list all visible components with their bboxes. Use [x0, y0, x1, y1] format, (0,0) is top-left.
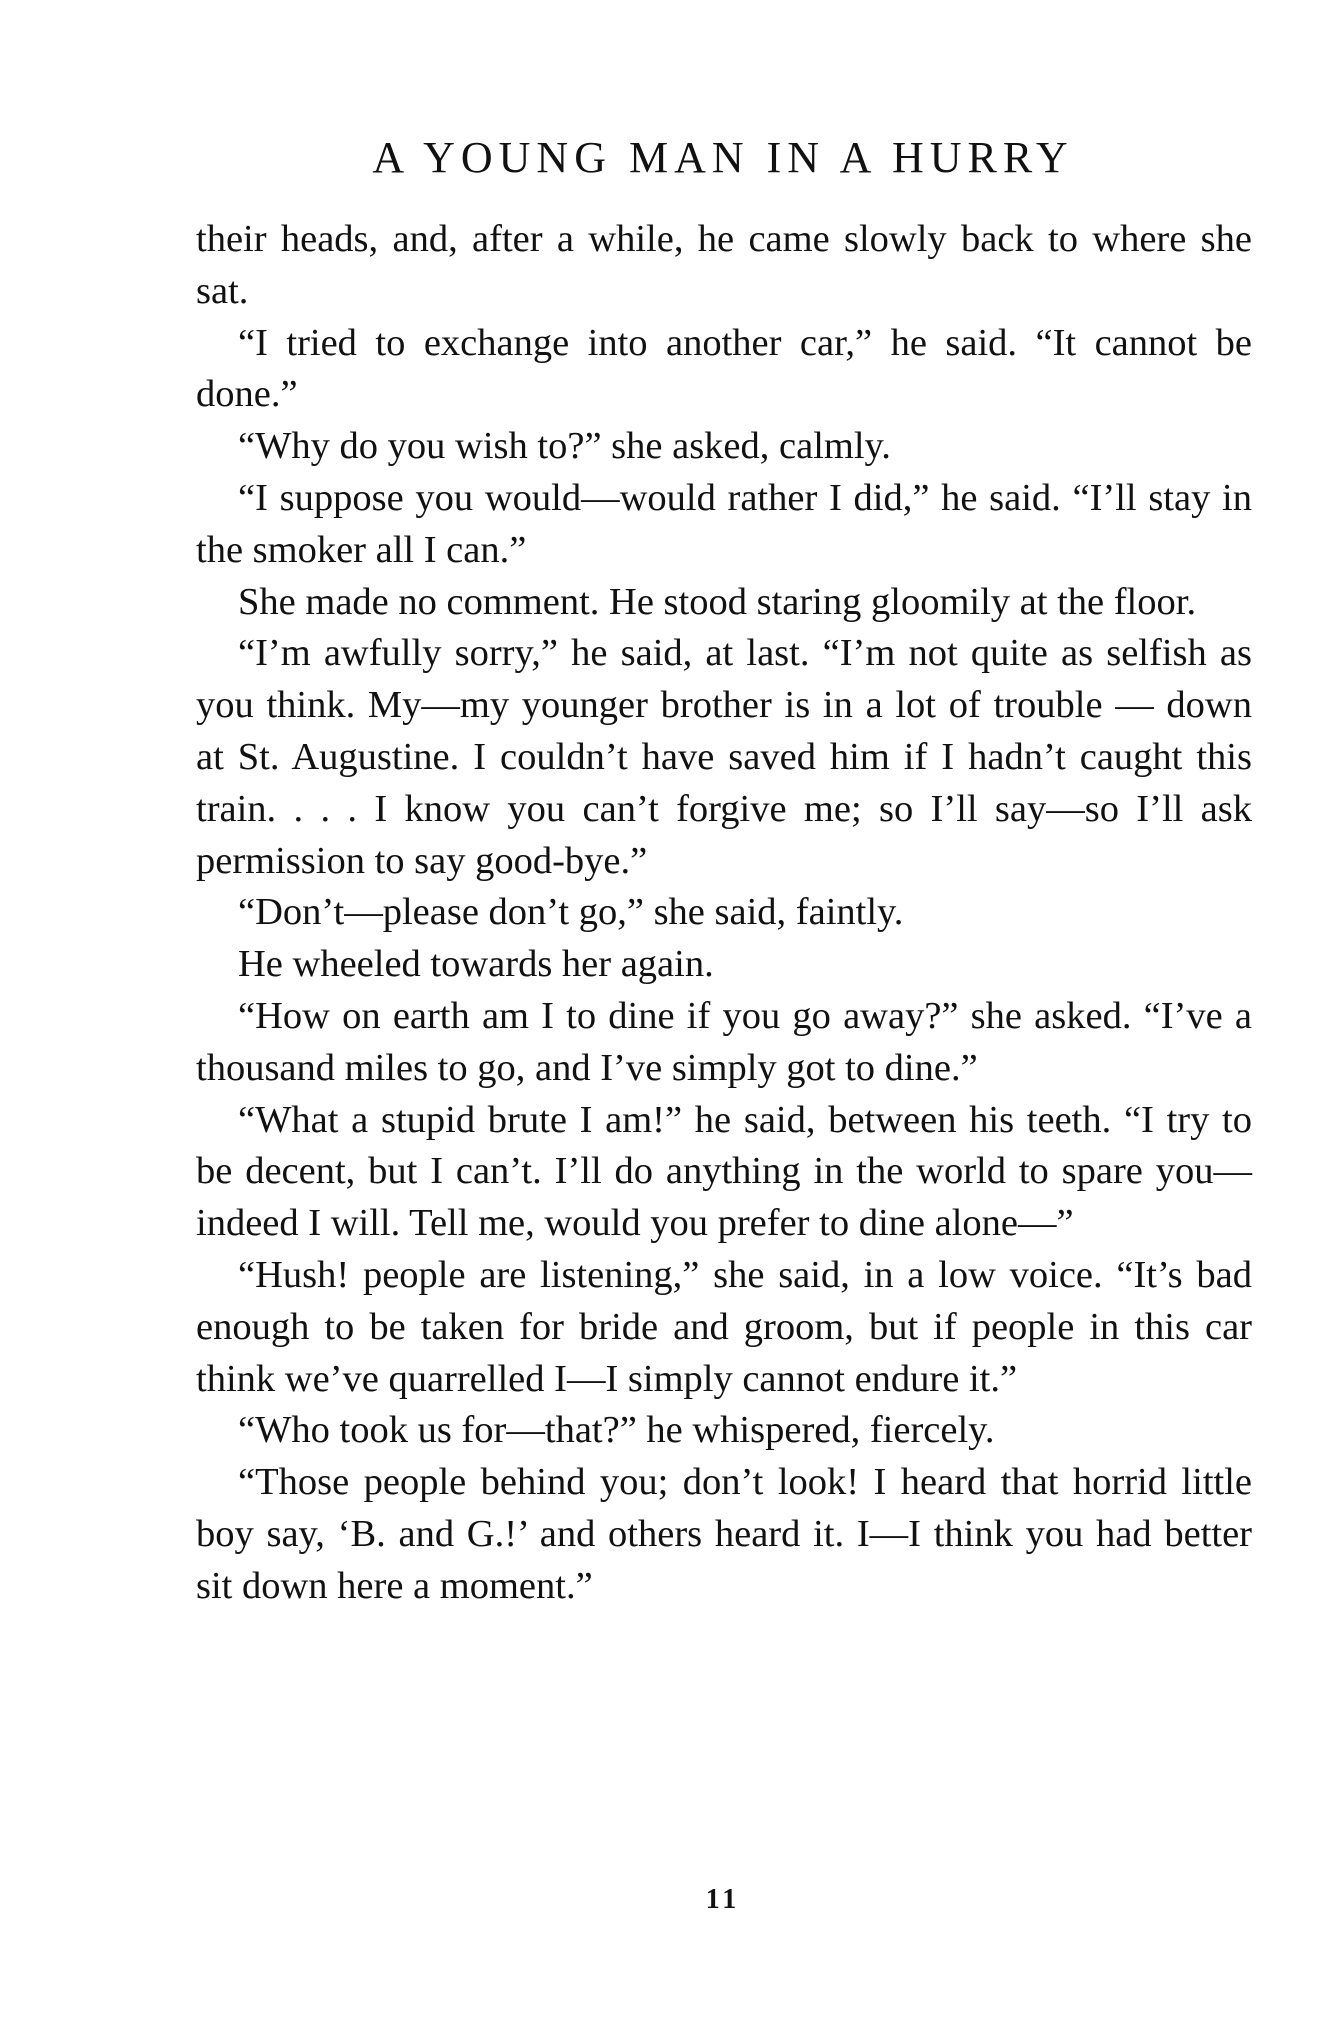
paragraph: “I tried to exchange into another car,” he said. “It cannot be done.” — [196, 321, 1252, 416]
paragraph: “I suppose you would—would rather I did,” he said. “I’ll stay in the smoker all I can.” — [196, 476, 1252, 571]
body-text — [196, 214, 1252, 1613]
paragraph: “Don’t—please don’t go,” she said, faintly. — [238, 891, 904, 934]
paragraph: their heads, and, after a while, he came slowly back to where she sat. — [196, 218, 1252, 312]
paragraph: She made no comment. He stood staring gloomily at the floor. — [238, 580, 1197, 623]
paragraph: “Hush! people are listening,” she said, in a low voice. “It’s bad enough to be taken for bride and groom, but if people in this car think we’ve quarrelled I—I simply cannot endure it.” — [196, 1253, 1252, 1400]
paragraph: “Why do you wish to?” she asked, calmly. — [238, 425, 891, 468]
paragraph: “Who took us for—that?” he whispered, fiercely. — [238, 1409, 995, 1452]
paragraph: “Those people behind you; don’t look! I heard that horrid little boy say, ‘B. and G.!’ and others heard it. I—I think you had better sit down here a moment.” — [196, 1461, 1252, 1607]
paragraph: “What a stupid brute I am!” he said, between his teeth. “I try to be decent, but I can’t. I’ll do anything in the world to spare you—indeed I will. Tell me, would you prefer to dine alone—” — [196, 1098, 1252, 1245]
paragraph: “I’m awfully sorry,” he said, at last. “I’m not quite as selfish as you think. My—my younger brother is in a lot of trouble — down at St. Augustine. I couldn’t have saved him if I hadn’t caught this train. . . . I know you can’t forgive me; so I’ll say—so I’ll ask permission to say good-bye.” — [196, 632, 1252, 882]
running-head: A YOUNG MAN IN A HURRY — [372, 133, 1074, 182]
paragraph: “How on earth am I to dine if you go away?” she asked. “I’ve a thousand miles to go, and I’ve simply got to dine.” — [196, 994, 1252, 1089]
page-number: 11 — [705, 1884, 741, 1915]
paragraph: He wheeled towards her again. — [238, 943, 714, 986]
